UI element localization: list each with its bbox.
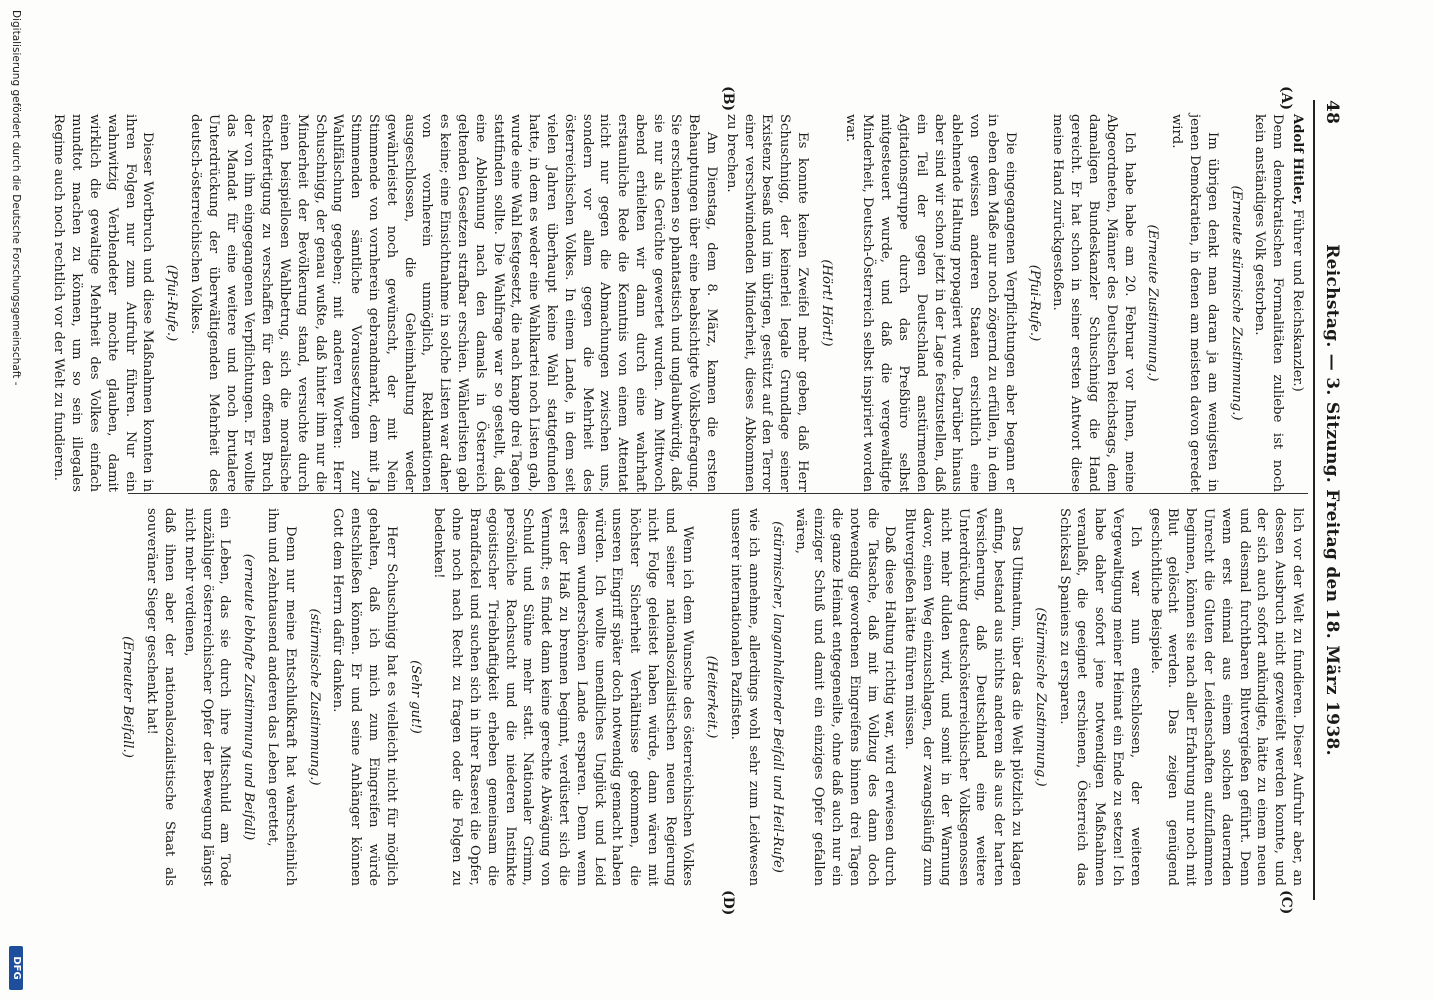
- paragraph: ein Leben, das sie durch ihre Mitschuld am Tode unzähliger österreichischer Opfer der Bewegung längst nicht mehr verdienen,: [181, 508, 233, 886]
- paragraph: Die eingegangenen Verpflichtungen aber begann er in eben dem Maße nur noch zögernd zu erfüllen, in dem von gewissen anderen Staaten ersichtlich eine ablehnende Haltung propagiert wurde. Darüber hinaus aber sind wir schon jetzt in der Lage festzustellen, daß ein Teil der gegen Deutschland anstürmenden Agitationsgruppe durch das Preßbüro selbst mitgesteuert wurde, und daß die vergewaltigte Minderheit, Deutsch-Österreich selbst inspiriert worden war.: [842, 114, 1018, 492]
- paragraph: Wenn ich dem Wunsche des österreichischen Volkes und seiner nationalsozialistischen neuen Regierung nicht Folge geleistet haben würde, dann wären mit höchster Sicherheit Verhältnisse gekommen, die unseren Eingriff später doch notwendig gemacht haben würden. Ich wollte unendliches Unglück und Leid diesem wunderschönen Lande ersparen. Denn wenn erst der Haß zu brennen beginnt, verdüstert sich die Vernunft; es findet dann keine gerechte Abwägung von Schuld und Sühne mehr statt. Nationaler Grimm, persönliche Rachsucht und die niederen Instinkte egoistischer Triebhaftigkeit erheben gemeinsam die Brandfackel und suchen sich in ihrer Raserei die Opfer, ohne noch nach Recht zu fragen oder die Folgen zu bedenken!: [431, 508, 696, 886]
- paragraph: daß ihnen aber der nationalsozialistische Staat als souveräner Sieger geschenkt hat!: [144, 508, 177, 886]
- running-head: [1316, 100, 1342, 900]
- digitization-credit: [6, 0, 24, 1000]
- paragraph: Denn nur meine Entschlußkraft hat wahrscheinlich ihm und zehntausend anderen das Leben gerettet,: [264, 508, 298, 886]
- interjection: (Hört! Hört!): [818, 259, 834, 347]
- dfg-logo: DFG: [9, 946, 23, 990]
- page-title: Reichstag. — 3. Sitzung. Freitag den 18. März 1938.: [1322, 244, 1342, 756]
- margin-letter-c: (C): [1278, 890, 1294, 915]
- interjection: (Erneute stürmische Zustimmung.): [1228, 185, 1244, 421]
- speaker-name: Adolf Hitler,: [1290, 114, 1305, 206]
- interjection: (erneute lebhafte Zustimmung und Beifall): [241, 553, 257, 841]
- interjection: (stürmische Zustimmung.): [306, 608, 322, 786]
- column-rule: [128, 493, 1308, 494]
- interjection: (Pfui-Rufe.): [1026, 264, 1042, 342]
- interjection: (Erneuter Beifall.): [120, 636, 136, 758]
- speaker-role: Führer und Reichskanzler.): [1290, 209, 1305, 392]
- paragraph: Herr Schuschnigg hat es vielleicht nicht für möglich gehalten, daß ich mich zum Eingreifen würde entschließen können. Er und seine Anhänger können Gott dem Herrn dafür danken.: [330, 508, 399, 886]
- page-number: 48: [1322, 100, 1342, 125]
- paragraph: lich vor der Welt zu fundieren. Dieser Aufruhr aber, an dessen Ausbruch nicht gezweifelt werden konnte, und der sich auch sofort ankündigte, hätte zu einem neuen und diesmal furchtbaren Blutvergießen geführt. Denn wenn erst einmal aus einem solchen dauernden Unrecht die Gluten der Leidenschaften aufzuflammen beginnen, können sie nach aller Erfahrung nur noch mit Blut gelöscht werden. Das zeigen genügend geschichtliche Beispiele.: [1147, 508, 1305, 886]
- interjection: (stürmischer, langanhaltender Beifall und Heil-Rufe): [769, 521, 785, 873]
- interjection: (Sehr gut!): [407, 660, 423, 734]
- right-column: [113, 508, 1306, 886]
- paragraph: Denn demokratischen Formalitäten zuliebe ist noch kein anständiges Volk gestorben.: [1252, 114, 1286, 492]
- paragraph: Es konnte keinen Zweifel mehr geben, daß Herr Schuschnigg, der keinerlei legale Grundlage seiner Existenz besaß und im übrigen, gestützt auf den Terror einer verschwindenden Minderheit, dieses Abkommen zu brechen.: [723, 114, 811, 492]
- paragraph: Im übrigen denkt man daran ja am wenigsten in jenen Demokratien, in denen am meisten davon geredet wird.: [1169, 114, 1220, 492]
- interjection: (Stürmische Zustimmung.): [1032, 607, 1048, 787]
- paragraph: Ich habe habe am 20. Februar vor Ihnen, meine Abgeordneten, Männer des Deutschen Reichstags, dem damaligen Bundeskanzler Schuschnigg die Hand gereicht. Er hat schon in seiner ersten Antwort diese meine Hand zurückgestoßen.: [1050, 114, 1137, 492]
- interjection: (Pfui-Rufe.): [164, 264, 180, 342]
- paragraph: Am Dienstag, dem 8. März, kamen die ersten Behauptungen über eine beabsichtigte Volksbefragung. Sie erschienen so phantastisch und unglaubwürdig, daß sie nur als Gerüchte gewertet wurden. Am Mittwoch abend erhielten wir dann durch eine wahrhaft erstaunliche Rede die Kenntnis von einem Attentat nicht nur gegen die Abmachungen zwischen uns, sondern vor allem gegen die Mehrheit des österreichischen Volkes. In einem Lande, in dem seit vielen Jahren überhaupt keine Wahl stattgefunden hatte, in dem es weder eine Wahlkartei noch Listen gab, wurde eine Wahl festgesetzt, die nach knapp drei Tagen stattfinden sollte. Die Wahlfrage war so gestellt, daß eine Ablehnung nach den damals in Österreich geltenden Gesetzen strafbar erschien. Wählerlisten gab es keine; eine Einsichtnahme in solche Listen war daher von vornherein unmöglich, Reklamationen ausgeschlossen, die Geheimhaltung weder gewährleistet noch gewünscht, der mit Nein Stimmende von vornherein gebrandmarkt, dem mit Ja Stimmenden sämtliche Voraussetzungen zur Wahlfälschung gegeben; mit anderen Worten: Herr Schuschnigg, der genau wußte, daß hinter ihm nur die Minderheit der Bevölkerung stand, versuchte durch einen beispiellosen Wahlbetrug, sich die moralische Rechtfertigung zu verschaffen für den offenen Bruch der von ihm eingegangenen Verpflichtungen. Er wollte das Mandat für eine weitere und noch brutalere Unterdrückung der überwältigenden Mehrheit des deutsch-österreichischen Volkes.: [187, 114, 720, 492]
- interjection: (Heiterkeit.): [704, 655, 720, 739]
- margin-letter-d: (D): [720, 890, 736, 916]
- paragraph: Daß diese Haltung richtig war, wird erwiesen durch die Tatsache, daß mit im Vollzug des dann doch notwendig gewordenen Eingreifens binnen drei Tagen die ganze Heimat entgegeneilte, ohne daß auch nur ein einziger Schuß und damit ein einziges Opfer gefallen wären,: [793, 508, 898, 886]
- header-rule: [1313, 100, 1315, 900]
- credit-text: Digitalisierung gefördert durch die Deutsche Forschungsgemeinschaft -: [10, 10, 22, 386]
- paragraph: Das Ultimatum, über das die Welt plötzlich zu klagen anfing, bestand aus nichts anderem als aus der harten Versicherung, daß Deutschland eine weitere Unterdrückung deutschösterreichischer Volksgenossen nicht mehr dulden wird, und somit in der Warnung davor, einen Weg einzuschlagen, der zwangsläufig zum Blutvergießen hätte führen müssen.: [902, 508, 1025, 886]
- left-column: [48, 114, 1306, 492]
- speaker-line: [1288, 114, 1306, 492]
- margin-letter-a: (A): [1278, 86, 1294, 111]
- interjection: (Erneute Zustimmung.): [1145, 224, 1161, 382]
- paragraph: Dieser Wortbruch und diese Maßnahmen konnten in ihren Folgen nur zum Aufruhr führen. Nur ein wahnwitzig Verblendeter mochte glauben, damit wirklich die gewaltige Mehrheit des Volkes einfach mundtot machen zu können, um so sein illegales Regime auch noch rechtlich vor der Welt zu fundieren.: [51, 114, 156, 492]
- paragraph: Ich war nun entschlossen, der weiteren Vergewaltigung meiner Heimat ein Ende zu setzen! Ich habe daher sofort jene notwendigen Maßnahmen veranlaßt, die geeignet erschienen, Österreich das Schicksal Spaniens zu ersparen.: [1056, 508, 1143, 886]
- paragraph: wie ich annehme, allerdings wohl sehr zum Leidwesen unserer internationalen Pazifisten.: [728, 508, 761, 886]
- margin-letter-b: (B): [720, 86, 736, 112]
